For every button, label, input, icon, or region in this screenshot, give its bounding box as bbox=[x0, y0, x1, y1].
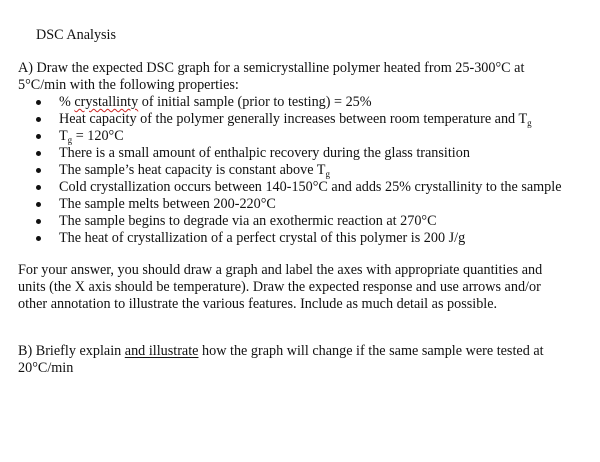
list-item-text-pre: T bbox=[59, 128, 68, 144]
bullet-icon bbox=[36, 185, 41, 190]
list-item-degradation bbox=[36, 213, 562, 230]
part-a-prompt bbox=[18, 60, 578, 94]
spellcheck-flagged-word: crystallinty bbox=[74, 94, 139, 110]
answer-line-1: For your answer, you should draw a graph and label the axes with appropriate quantities and bbox=[18, 262, 543, 278]
part-b-underlined-text: and illustrate bbox=[124, 343, 199, 359]
bullet-icon bbox=[36, 236, 41, 241]
list-item-melting bbox=[36, 196, 562, 213]
part-b-line-2: 20°C/min bbox=[18, 360, 74, 376]
part-b-text-post: how the graph will change if the same sample were tested at bbox=[198, 343, 544, 359]
part-b-text-pre: B) Briefly explain bbox=[18, 343, 125, 359]
list-item-tg bbox=[36, 128, 562, 145]
bullet-icon bbox=[36, 219, 41, 224]
list-item-text: The sample begins to degrade via an exothermic reaction at 270°C bbox=[59, 213, 437, 229]
list-item-constant-heat-capacity bbox=[36, 162, 562, 179]
bullet-icon bbox=[36, 117, 41, 122]
list-item-text: The sample melts between 200-220°C bbox=[59, 196, 276, 212]
answer-instructions bbox=[18, 262, 578, 313]
subscript-g: g bbox=[67, 135, 73, 145]
list-item-text: There is a small amount of enthalpic recovery during the glass transition bbox=[59, 145, 470, 161]
list-item-heat-capacity bbox=[36, 111, 562, 128]
document-title: DSC Analysis bbox=[36, 27, 117, 43]
bullet-icon bbox=[36, 151, 41, 156]
part-b-line-1 bbox=[18, 343, 578, 360]
list-item-crystallinity bbox=[36, 94, 562, 111]
part-a-line-1: A) Draw the expected DSC graph for a semicrystalline polymer heated from 25-300°C at bbox=[18, 60, 525, 76]
list-item-text-pre: Heat capacity of the polymer generally increases between room temperature and T bbox=[59, 111, 528, 127]
list-item-text: Cold crystallization occurs between 140-150°C and adds 25% crystallinity to the sample bbox=[59, 179, 562, 195]
bullet-icon bbox=[36, 134, 41, 139]
property-list bbox=[36, 94, 562, 247]
list-item-heat-of-crystallization bbox=[36, 230, 562, 247]
part-b-prompt bbox=[18, 343, 578, 377]
bullet-icon bbox=[36, 202, 41, 207]
answer-line-2: units (the X axis should be temperature). Draw the expected response and use arrows and/or bbox=[18, 279, 541, 295]
subscript-g: g bbox=[527, 118, 532, 128]
list-item-text: The heat of crystallization of a perfect crystal of this polymer is 200 J/g bbox=[59, 230, 466, 246]
list-item-text-pre: % bbox=[59, 94, 75, 110]
bullet-icon bbox=[36, 168, 41, 173]
list-item-text-pre: The sample’s heat capacity is constant above T bbox=[59, 162, 326, 178]
answer-line-3: other annotation to illustrate the various features. Include as much detail as possible. bbox=[18, 296, 498, 312]
list-item-cold-crystallization bbox=[36, 179, 562, 196]
list-item-text-post: = 120°C bbox=[72, 128, 124, 144]
subscript-g: g bbox=[325, 169, 330, 179]
list-item-enthalpic-recovery bbox=[36, 145, 562, 162]
list-item-text-post: of initial sample (prior to testing) = 25% bbox=[138, 94, 372, 110]
part-a-line-2: 5°C/min with the following properties: bbox=[18, 77, 239, 93]
bullet-icon bbox=[36, 100, 41, 105]
